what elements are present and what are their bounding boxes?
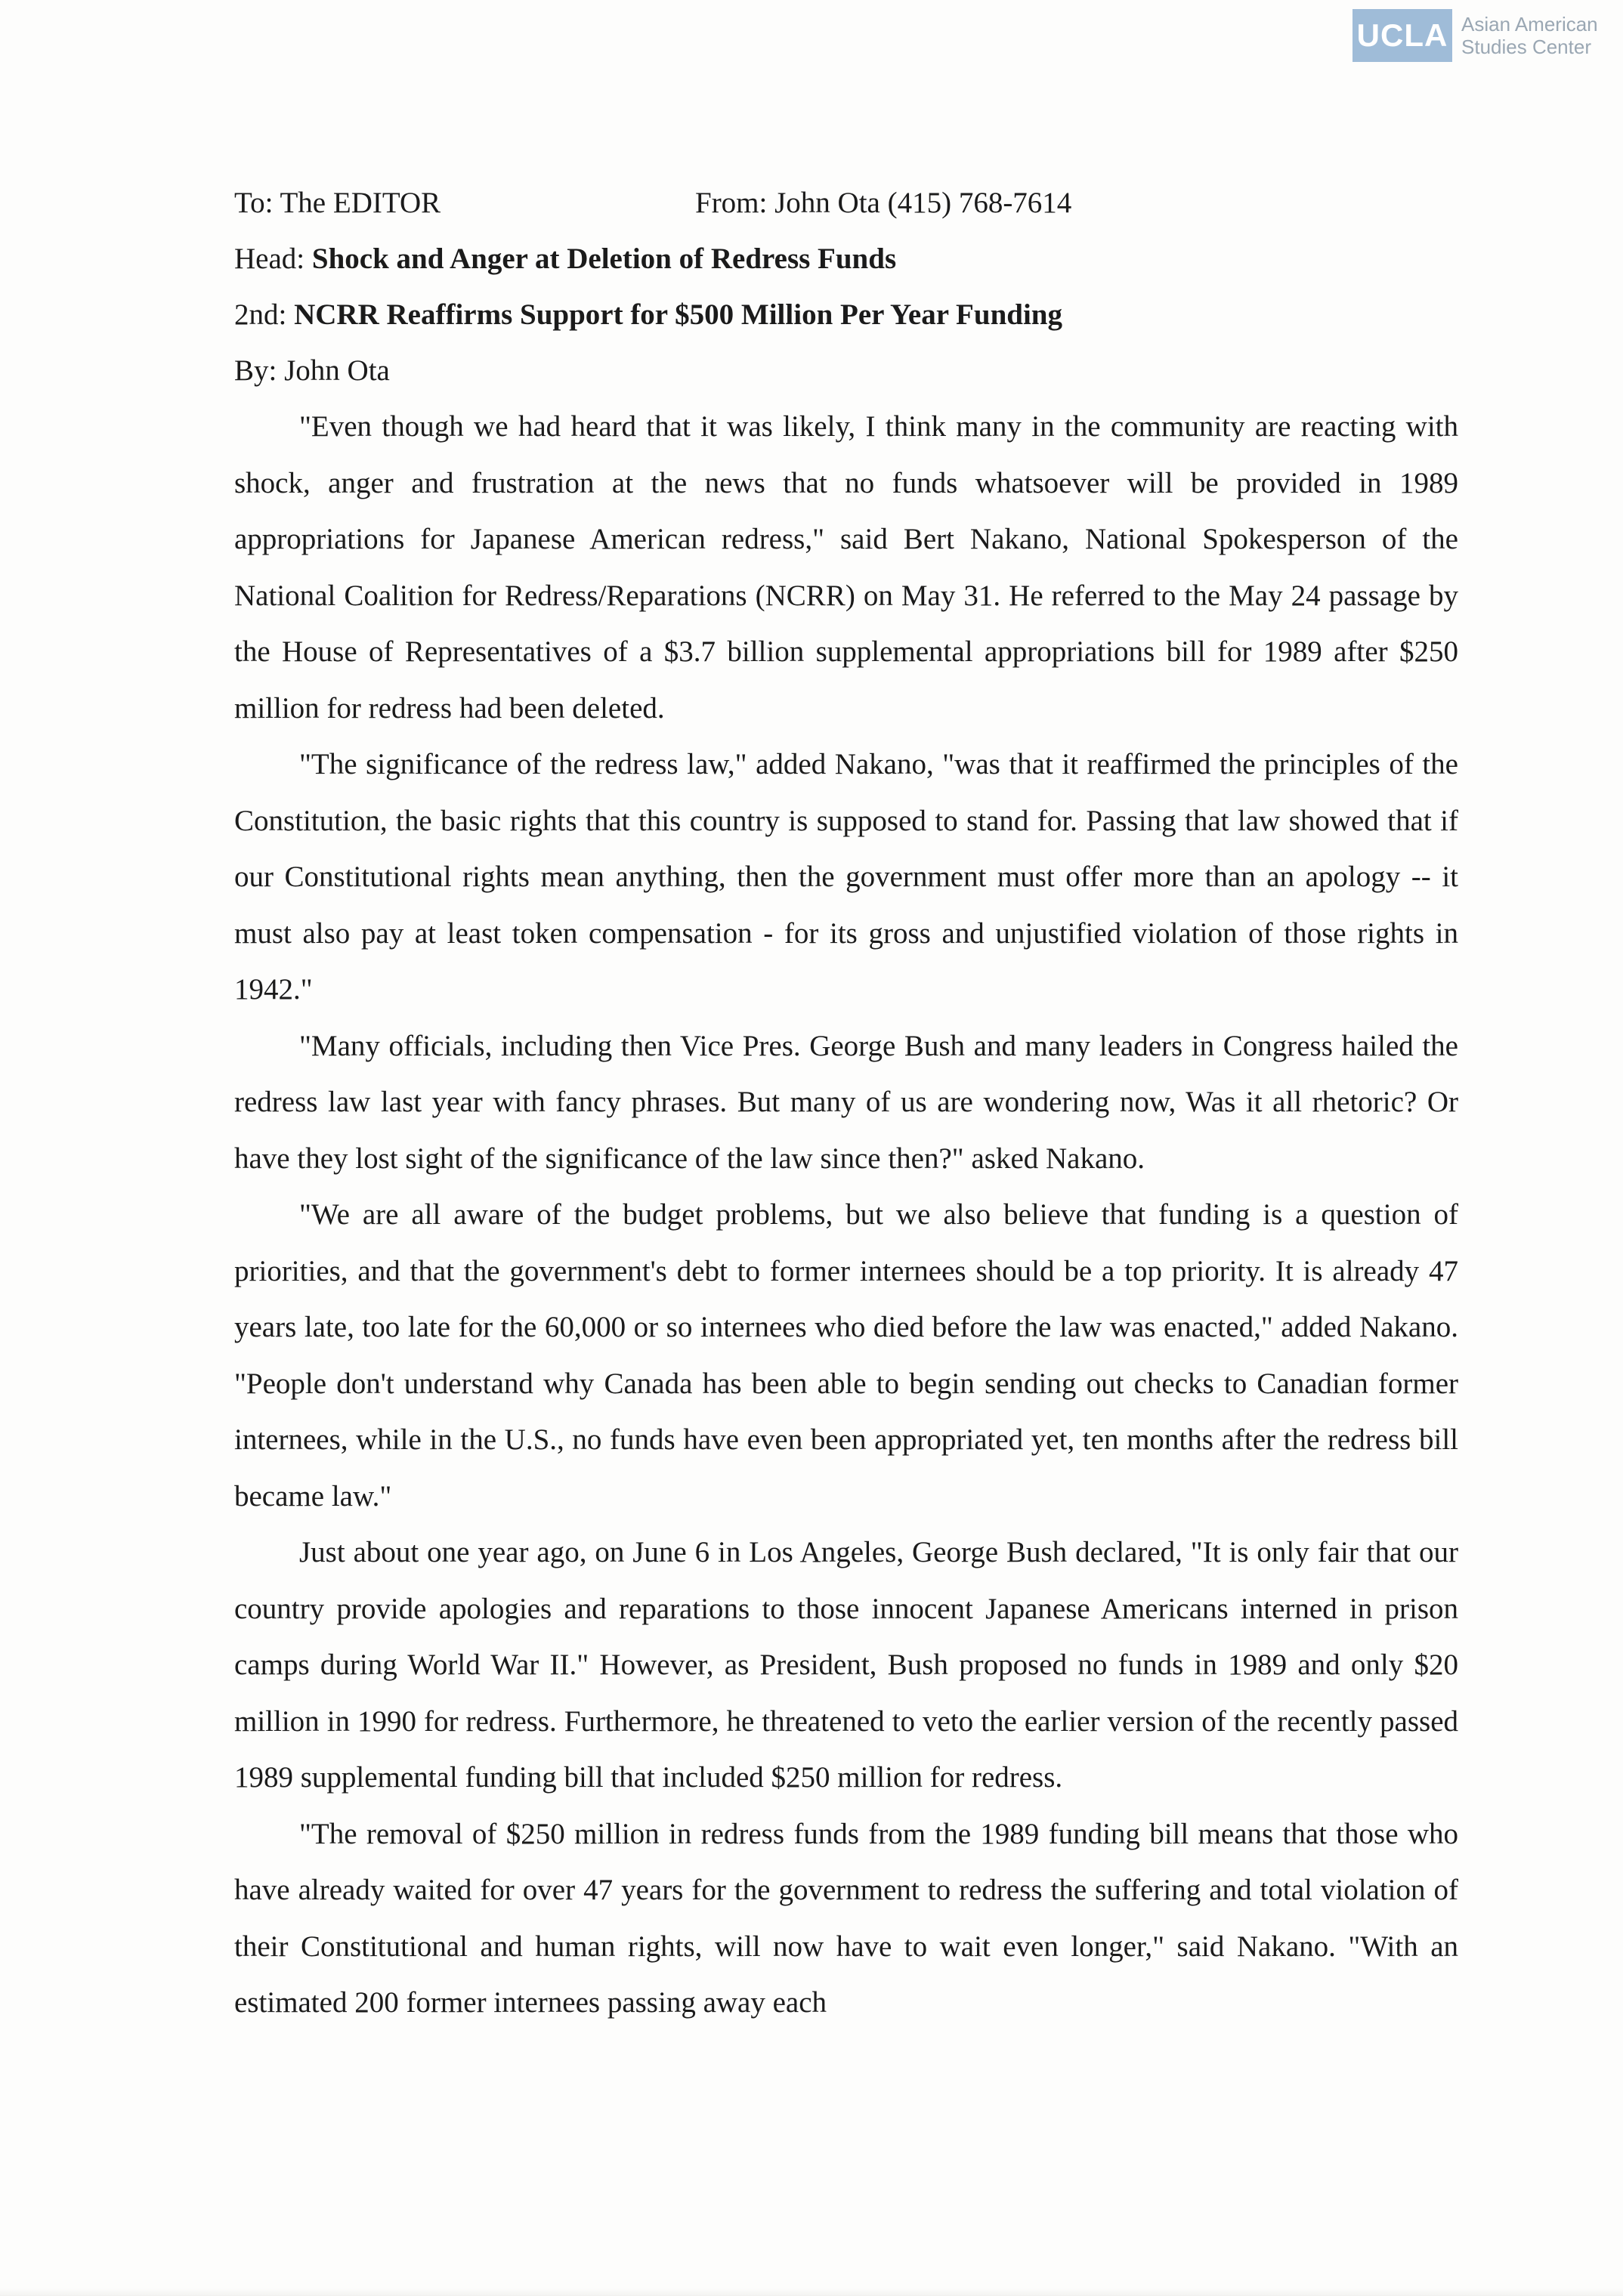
second-head-row xyxy=(234,287,1458,343)
head-label: Head: xyxy=(234,243,305,275)
by-label: By: xyxy=(234,354,277,387)
headline: Shock and Anger at Deletion of Redress Funds xyxy=(311,243,897,275)
paragraph-2: "The significance of the redress law," added Nakano, "was that it reaffirmed the principles of the Constitution, the basic rights that this country is supposed to stand for. Passing that law showed that if our Constitutional rights mean anything, then the government must offer more than an apology -- it must also pay at least token compensation - for its gross and unjustified violation of those rights in 1942." xyxy=(234,748,1458,1006)
logo-line-2: Studies Center xyxy=(1461,36,1591,58)
subheadline: NCRR Reaffirms Support for $500 Million Per Year Funding xyxy=(294,298,1062,331)
letter-content xyxy=(234,175,1458,2032)
ucla-logo-mark: UCLA xyxy=(1352,9,1452,62)
logo-caption xyxy=(1461,13,1598,58)
second-label: 2nd: xyxy=(234,298,287,331)
head-row xyxy=(234,231,1458,287)
paragraph-3: "Many officials, including then Vice Pres. George Bush and many leaders in Congress hailed the redress law last year with fancy phrases. But many of us are wondering now, Was it all rhetoric? Or have they lost sight of the significance of the law since then?" asked Nakano. xyxy=(234,1029,1458,1175)
from-field xyxy=(695,175,1071,231)
to-field xyxy=(234,175,695,231)
to-value: The EDITOR xyxy=(280,187,441,219)
paragraph-1: "Even though we had heard that it was likely, I think many in the community are reacting with shock, anger and frustration at the news that no funds whatsoever will be provided in 1989 appropriations for Japanese American redress," said Bert Nakano, National Spokesperson of the National Coalition for Redress/Reparations (NCRR) on May 31. He referred to the May 24 passage by the House of Representatives of a $3.7 billion supplemental appropriations bill for 1989 after $250 million for redress had been deleted. xyxy=(234,410,1458,725)
from-label: From: xyxy=(695,187,768,219)
from-value: John Ota (415) 768-7614 xyxy=(774,187,1072,219)
ucla-aasc-logo xyxy=(1352,9,1612,62)
logo-line-1: Asian American xyxy=(1461,13,1598,36)
paragraph-5: Just about one year ago, on June 6 in Los Angeles, George Bush declared, "It is only fair that our country provide apologies and reparations to those innocent Japanese Americans interned in prison camps during World War II." However, as President, Bush proposed no funds in 1989 and only $20 million in 1990 for redress. Furthermore, he threatened to veto the earlier version of the recently passed 1989 supplemental funding bill that included $250 million for redress. xyxy=(234,1536,1458,1794)
paragraph-6: "The removal of $250 million in redress funds from the 1989 funding bill means that those who have already waited for over 47 years for the government to redress the suffering and total violation of their Constitutional and human rights, will now have to wait even longer," said Nakano. "With an estimated 200 former internees passing away each xyxy=(234,1817,1458,2019)
byline: John Ota xyxy=(284,354,390,387)
to-from-row xyxy=(234,175,1458,231)
to-label: To: xyxy=(234,187,274,219)
page-bottom-edge xyxy=(0,2288,1623,2296)
paragraph-4: "We are all aware of the budget problems, but we also believe that funding is a question of priorities, and that the government's debt to former internees should be a top priority. It is already 47 years late, too late for the 60,000 or so internees who died before the law was enacted," added Nakano. "People don't understand why Canada has been able to begin sending out checks to Canadian former internees, while in the U.S., no funds have even been appropriated yet, ten months after the redress bill became law." xyxy=(234,1198,1458,1513)
byline-row xyxy=(234,343,1458,399)
